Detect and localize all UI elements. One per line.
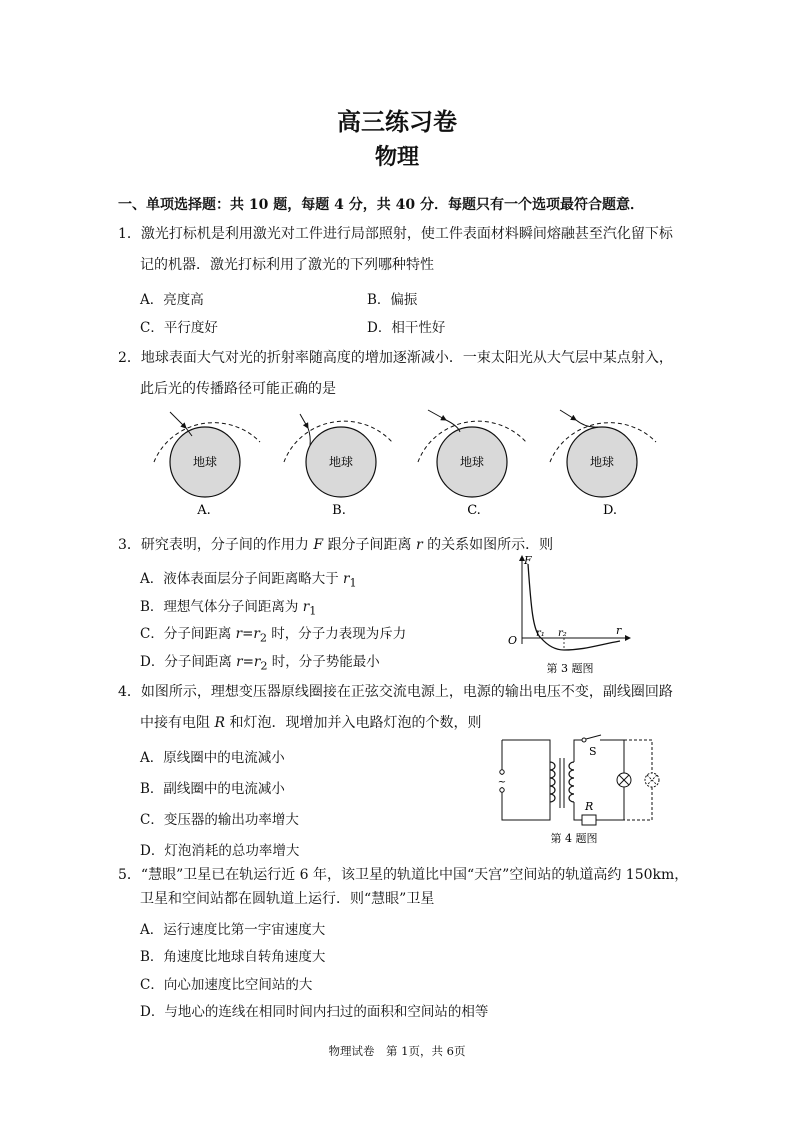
- q4-caption: 第 4 题图: [550, 832, 598, 845]
- q4-secondary-coil: [569, 762, 574, 802]
- q2-choice-a: A.: [197, 503, 211, 518]
- q3-option-b-sub: 1: [309, 604, 317, 618]
- q2-choice-b: B.: [332, 503, 346, 518]
- q3-option-c: [140, 622, 406, 645]
- q3-caption: 第 3 题图: [546, 662, 594, 675]
- q4-terminal-bottom: [500, 788, 504, 792]
- q4-source-symbol: ~: [497, 777, 507, 788]
- q3-option-c-text: C．分子间距离: [140, 626, 236, 642]
- q3-option-d-var: r=r: [236, 654, 261, 670]
- q2-figure: [140, 400, 680, 525]
- q4-switch-label: S: [589, 745, 597, 758]
- q1-line1: 1．激光打标机是利用激光对工件进行局部照射，使工件表面材料瞬间熔融甚至汽化留下标: [118, 226, 673, 242]
- q3-option-c-sub: 2: [259, 631, 268, 645]
- q1-line2: 记的机器．激光打标利用了激光的下列哪种特性: [140, 257, 434, 273]
- q4-option-d: D．灯泡消耗的总功率增大: [140, 843, 300, 859]
- q3-line1-c: 的关系如图所示．则: [422, 537, 554, 553]
- q1-option-d: D．相干性好: [367, 320, 446, 336]
- q4-circuit: [486, 732, 666, 848]
- q5-option-d: D．与地心的连线在相同时间内扫过的面积和空间站的相等: [140, 1004, 489, 1020]
- q1-option-c: C．平行度好: [140, 320, 218, 336]
- q3-option-a: [140, 567, 357, 590]
- q4-line2-a: 中接有电阻: [140, 715, 215, 731]
- q2-earth-label-c: 地球: [459, 455, 485, 469]
- page-footer: 物理试卷 第 1页，共 6页: [328, 1044, 466, 1058]
- q3-option-d-text: D．分子间距离: [140, 654, 237, 670]
- q2-choice-d: D.: [602, 503, 618, 518]
- q3-option-a-sub: 1: [349, 576, 357, 590]
- q4-option-b: B．副线圈中的电流减小: [140, 781, 285, 797]
- q3-line1-b: 跟分子间距离: [323, 537, 416, 553]
- q4-resistor-label: R: [585, 800, 594, 813]
- q2-figure-c: [418, 410, 526, 497]
- q3-option-b-var: r: [302, 599, 310, 615]
- q5-line1: 5．“慧眼”卫星已在轨运行近 6 年，该卫星的轨道比中国“天宫”空间站的轨道高约 150km，: [118, 867, 689, 883]
- q4-line2: [140, 714, 481, 732]
- q3-line1: [118, 536, 553, 554]
- q3-graph: [498, 552, 638, 677]
- page-title: 高三练习卷: [337, 107, 457, 136]
- q3-var-r: r: [415, 537, 423, 553]
- q1-option-a: A．亮度高: [140, 292, 204, 308]
- q5-option-a: A．运行速度比第一宇宙速度大: [140, 922, 326, 938]
- q4-primary-coil: [550, 762, 555, 802]
- q3-graph-f-label: F: [524, 554, 532, 567]
- q5-option-c: C．向心加速度比空间站的大: [140, 977, 313, 993]
- q3-option-a-var: r: [343, 571, 350, 587]
- q4-terminal-top: [500, 770, 504, 774]
- q2-earth-label-d: 地球: [589, 455, 615, 469]
- q3-option-b: [140, 595, 316, 618]
- q3-graph-r2: r₂: [558, 628, 567, 639]
- q3-option-a-text: A．液体表面层分子间距离略大于: [140, 571, 344, 587]
- q4-primary-loop: [502, 740, 550, 820]
- q3-var-f: F: [313, 537, 324, 553]
- q2-figure-a: [154, 412, 260, 497]
- q4-switch-blade: [586, 735, 601, 739]
- q4-resistor: [582, 815, 596, 825]
- q3-option-c-tail: 时，分子力表现为斥力: [267, 626, 407, 642]
- q1-option-b: B．偏振: [367, 292, 418, 308]
- q3-option-d-tail: 时，分子势能最小: [267, 654, 380, 670]
- q2-figure-b: [284, 414, 392, 497]
- q3-option-d-sub: 2: [260, 659, 268, 673]
- q2-figure-d: [550, 410, 656, 497]
- q5-option-b: B．角速度比地球自转角速度大: [140, 949, 326, 965]
- q4-line1: 4．如图所示，理想变压器原线圈接在正弦交流电源上，电源的输出电压不变，副线圈回路: [118, 684, 673, 700]
- q4-switch-contact: [582, 738, 586, 742]
- subject-title: 物理: [374, 145, 419, 170]
- q3-graph-origin: O: [508, 634, 518, 647]
- q3-option-c-var: r=r: [235, 626, 260, 642]
- q2-earth-label-b: 地球: [328, 455, 354, 469]
- q2-earth-label-a: 地球: [192, 455, 218, 469]
- q3-option-b-text: B．理想气体分子间距离为: [140, 599, 303, 615]
- q3-option-d: [140, 650, 380, 673]
- q3-line1-a: 3．研究表明，分子间的作用力: [118, 537, 314, 553]
- q4-option-c: C．变压器的输出功率增大: [140, 812, 299, 828]
- q4-line2-b: 和灯泡．现增加并入电路灯泡的个数，则: [225, 715, 482, 731]
- q4-option-a: A．原线圈中的电流减小: [140, 750, 285, 766]
- q3-graph-r1: r₁: [536, 628, 545, 639]
- q4-var-r: R: [214, 715, 225, 731]
- q2-line1: 2．地球表面大气对光的折射率随高度的增加逐渐减小．一束太阳光从大气层中某点射入，: [118, 350, 673, 366]
- q5-line2: 卫星和空间站都在圆轨道上运行．则“慧眼”卫星: [140, 891, 435, 907]
- q2-line2: 此后光的传播路径可能正确的是: [140, 381, 336, 397]
- section-heading: 一、单项选择题：共 10 题，每题 4 分，共 40 分．每题只有一个选项最符合题意．: [118, 197, 644, 213]
- q3-graph-r-label: r: [616, 624, 622, 637]
- q2-choice-c: C.: [467, 503, 481, 518]
